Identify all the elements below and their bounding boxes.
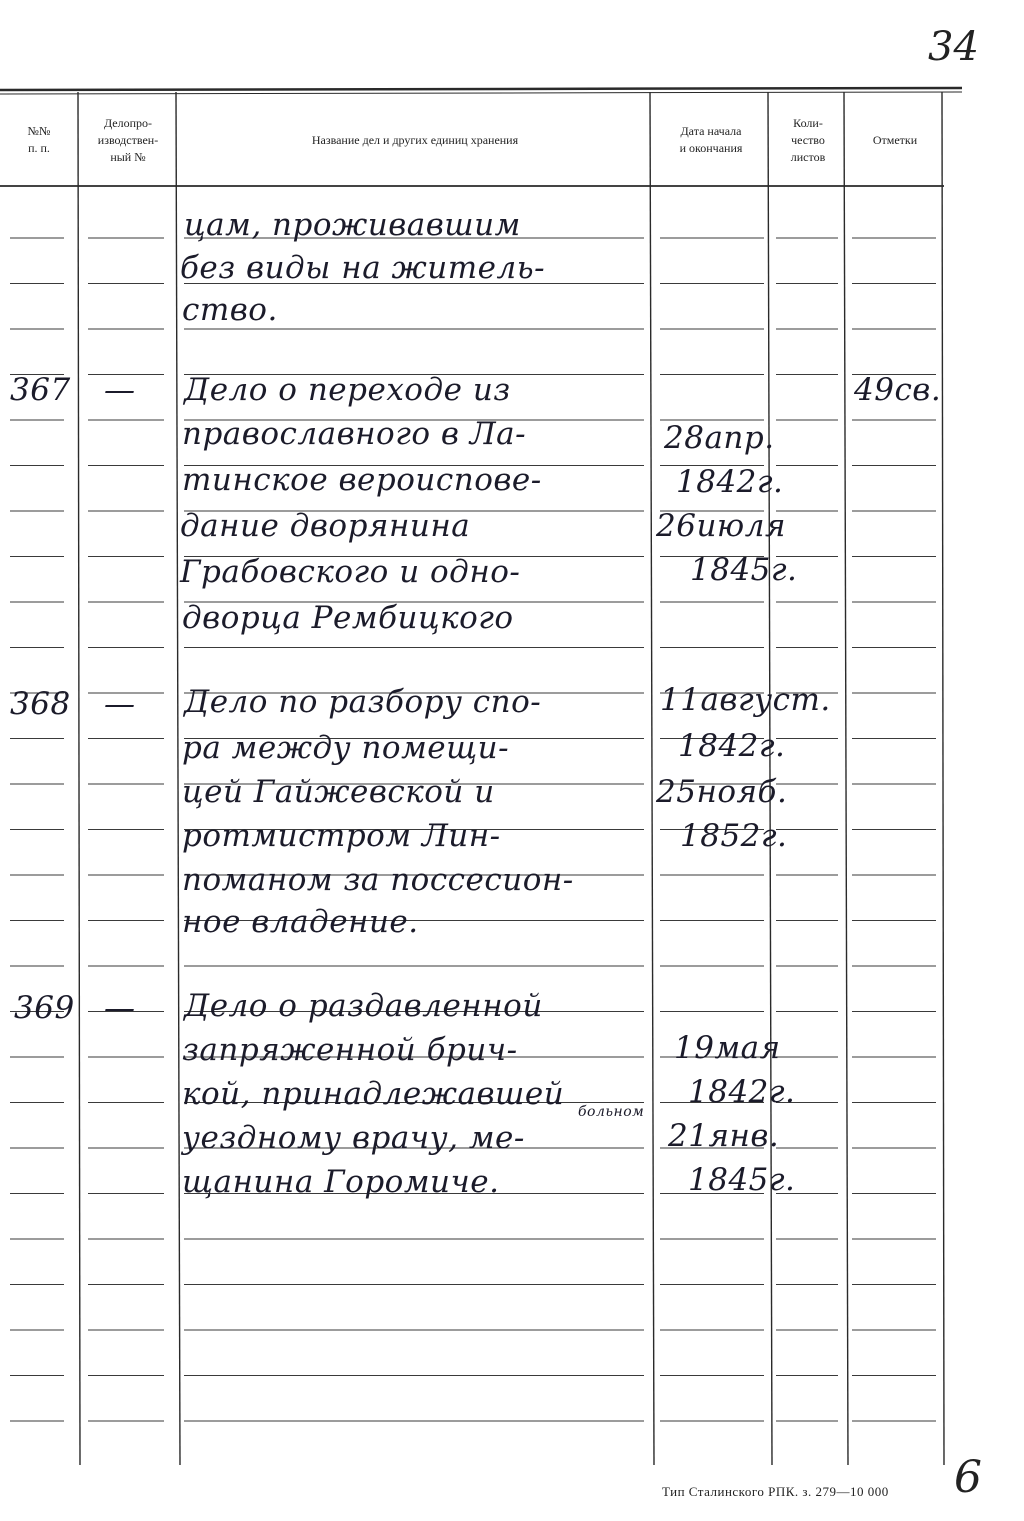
entry-title-line: ное владение.: [182, 904, 419, 940]
entry-date: 25нояб.: [656, 774, 788, 810]
sheet-mark: 6: [954, 1452, 982, 1503]
entry-date: 1845г.: [690, 552, 798, 588]
entry-date: 28апр.: [664, 420, 775, 456]
entry-title-line: уездному врачу, ме-: [182, 1120, 525, 1156]
entry-date: 1852г.: [680, 818, 788, 854]
entry-date: 1842г.: [688, 1074, 796, 1110]
entry-title-line: дворца Рембицкого: [182, 600, 514, 636]
entry-title-line: Грабовского и одно-: [180, 554, 521, 590]
entry-case-number: —: [104, 372, 136, 408]
entry-insertion: больном: [578, 1104, 645, 1120]
header-sheets: Коли- чество листов: [790, 115, 826, 164]
header-title: Название дел и других единиц хранения: [311, 132, 519, 147]
entry-date: 21янв.: [668, 1118, 780, 1154]
entry-date: 1845г.: [688, 1162, 796, 1198]
continuation-line: без виды на житель-: [180, 250, 546, 286]
entry-date: 11август.: [660, 682, 831, 718]
header-case-number: Делопро- изводствен- ный №: [97, 115, 159, 164]
entry-date: 26июля: [656, 508, 786, 544]
entry-case-number: —: [104, 990, 136, 1026]
entry-title-line: запряженной брич-: [182, 1032, 518, 1068]
entry-title-line: кой, принадлежавшей: [182, 1076, 565, 1112]
entry-title-line: щанина Горомиче.: [182, 1164, 500, 1200]
entry-date: 1842г.: [678, 728, 786, 764]
entry-title-line: православного в Ла-: [182, 416, 527, 452]
continuation-line: ство.: [182, 292, 278, 328]
entry-number: 369: [14, 990, 75, 1026]
page-number: 34: [928, 24, 979, 70]
header-notes: Отметки: [872, 132, 918, 147]
entry-notes: 49св.: [854, 372, 942, 408]
entry-title-line: ра между помещи-: [182, 730, 510, 766]
continuation-line: цам, проживавшим: [184, 207, 521, 243]
entry-case-number: —: [104, 686, 136, 722]
entry-title-line: поманом за поссесион-: [182, 862, 574, 898]
entry-title-line: тинское вероиспове-: [182, 462, 542, 498]
entry-title-line: ротмистром Лин-: [182, 818, 501, 854]
header-dates: Дата начала и окончания: [679, 124, 743, 155]
printer-footer: Тип Сталинского РПК. з. 279—10 000: [662, 1484, 889, 1499]
entry-number: 367: [10, 372, 71, 408]
entry-date: 1842г.: [676, 464, 784, 500]
entry-title-line: дание дворянина: [180, 508, 471, 544]
entry-title-line: цей Гайжевской и: [182, 774, 495, 810]
entry-title-line: Дело по разбору спо-: [184, 684, 542, 720]
header-num: №№ п. п.: [27, 124, 51, 155]
entry-title-line: Дело о переходе из: [184, 372, 511, 408]
entry-date: 19мая: [674, 1030, 781, 1066]
entry-title-line: Дело о раздавленной: [184, 988, 543, 1024]
entry-number: 368: [10, 686, 71, 722]
